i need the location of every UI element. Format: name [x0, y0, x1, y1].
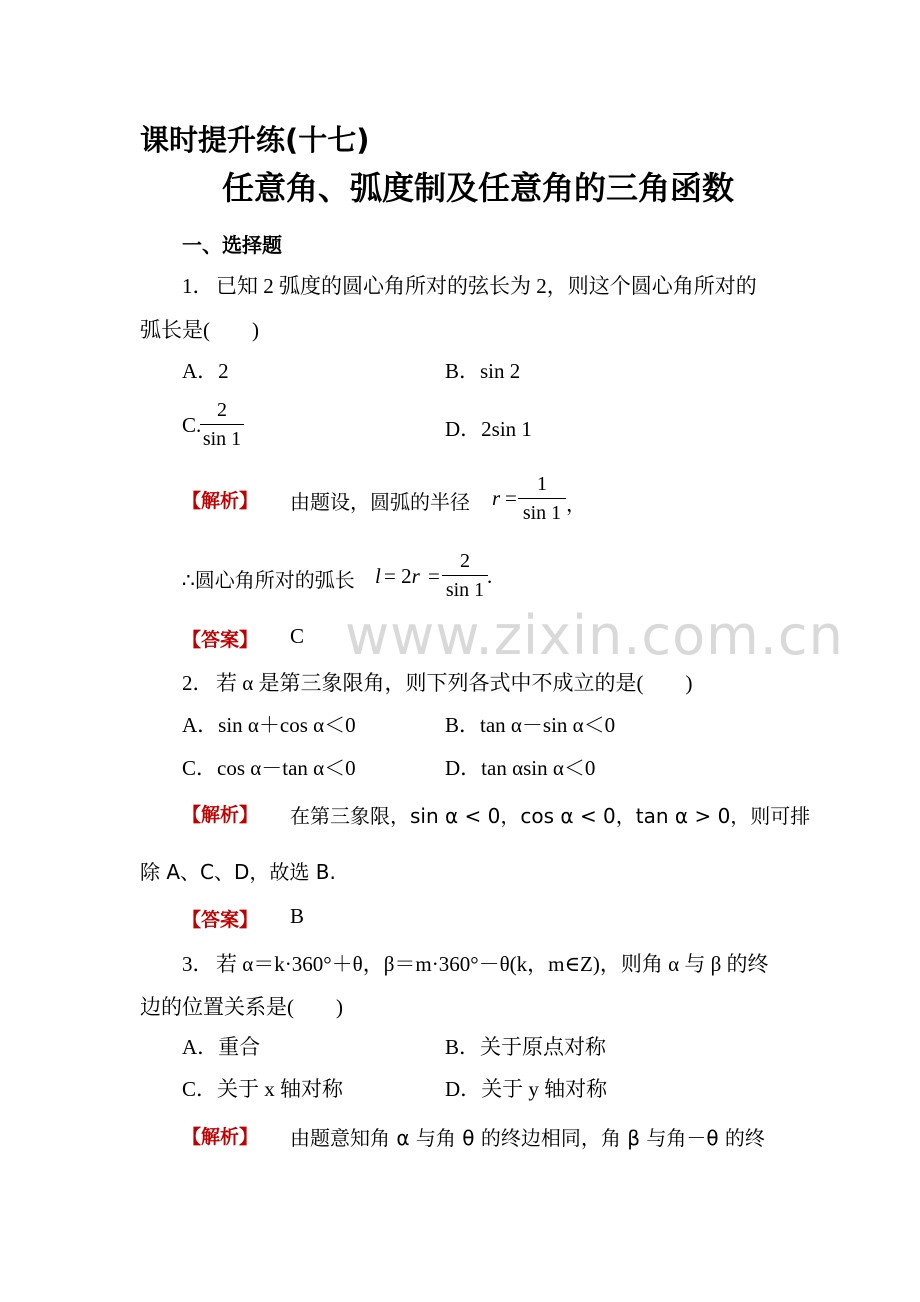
q3-analysis-line1: 由题意知角 α 与角 θ 的终边相同，角 β 与角－θ 的终	[290, 1126, 765, 1150]
q1-analysis-text2: ∴圆心角所对的弧长	[182, 568, 355, 592]
q2-analysis-line1: 在第三象限，sin α < 0，cos α < 0，tan α > 0，则可排	[290, 804, 811, 828]
q1-radius-numerator: 1	[537, 473, 547, 495]
q3-option-b: B．关于原点对称	[445, 1035, 607, 1059]
q2-option-b: B．tan α－sin α＜0	[445, 713, 616, 737]
q1-option-c-numerator: 2	[217, 399, 227, 421]
q2-option-a: A．sin α＋cos α＜0	[182, 713, 356, 737]
q1-period: .	[487, 564, 493, 588]
q1-r-variable	[492, 486, 500, 511]
page-title: 课时提升练(十七)	[140, 123, 370, 157]
q1-stem-line2: 弧长是( )	[140, 318, 259, 342]
fraction-bar	[518, 498, 566, 499]
q1-equals2: =	[428, 564, 440, 588]
q1-answer: C	[290, 624, 305, 648]
q1-arc-fraction	[442, 549, 488, 602]
q1-arc-denominator: sin 1	[445, 579, 485, 601]
r-var-2: r	[411, 564, 420, 588]
q1-radius-fraction	[518, 472, 566, 525]
q1-option-a: A．2	[182, 359, 229, 383]
q3-stem-line1: 若 α＝k·360°＋θ，β＝m·360°－θ(k，m∈Z)，则角 α 与 β 的终	[216, 952, 769, 976]
q2-answer: B	[290, 904, 305, 928]
q1-number: 1．	[182, 274, 214, 298]
q3-number: 3．	[182, 952, 214, 976]
section-heading: 一、选择题	[182, 233, 282, 257]
q2-stem: 若 α 是第三象限角，则下列各式中不成立的是( )	[216, 671, 693, 695]
q1-radius-denominator: sin 1	[522, 502, 562, 524]
q1-comma: ，	[566, 492, 586, 516]
q1-option-b: B．sin 2	[445, 359, 521, 383]
q2-analysis-line2: 除 A、C、D，故选 B.	[140, 860, 336, 884]
q3-analysis-tag: 【解析】	[182, 1126, 259, 1148]
q1-arc-numerator: 2	[460, 550, 470, 572]
q2-analysis-tag: 【解析】	[182, 804, 259, 826]
fraction-bar	[200, 424, 244, 425]
q3-option-d: D．关于 y 轴对称	[445, 1077, 608, 1101]
q2-number: 2．	[182, 671, 214, 695]
r-var: r	[492, 486, 501, 510]
q3-stem-line2: 边的位置关系是( )	[140, 995, 343, 1019]
l-var: l	[375, 564, 381, 588]
q2-answer-tag: 【答案】	[182, 909, 259, 931]
q3-option-c: C．关于 x 轴对称	[182, 1077, 344, 1101]
q1-option-d: D．2sin 1	[445, 417, 532, 441]
two-r-text: = 2	[384, 564, 412, 588]
q1-analysis-text: 由题设，圆弧的半径	[290, 490, 470, 514]
q3-option-a: A．重合	[182, 1035, 261, 1059]
watermark: www.zixin.com.cn	[345, 604, 844, 667]
q1-l-variable	[375, 564, 381, 589]
q2-option-d: D．tan αsin α＜0	[445, 756, 596, 780]
q1-analysis-tag: 【解析】	[182, 490, 259, 512]
q1-option-c-denominator: sin 1	[202, 428, 242, 450]
q1-two-r	[384, 564, 420, 589]
q1-equals: =	[505, 486, 517, 510]
q1-option-c-prefix: C.	[182, 413, 202, 437]
q1-stem-line1: 已知 2 弧度的圆心角所对的弦长为 2，则这个圆心角所对的	[216, 274, 757, 298]
q2-option-c: C．cos α－tan α＜0	[182, 756, 356, 780]
page-subtitle: 任意角、弧度制及任意角的三角函数	[222, 169, 735, 207]
q1-answer-tag: 【答案】	[182, 629, 259, 651]
q1-option-c-fraction	[200, 398, 244, 451]
fraction-bar	[442, 575, 488, 576]
